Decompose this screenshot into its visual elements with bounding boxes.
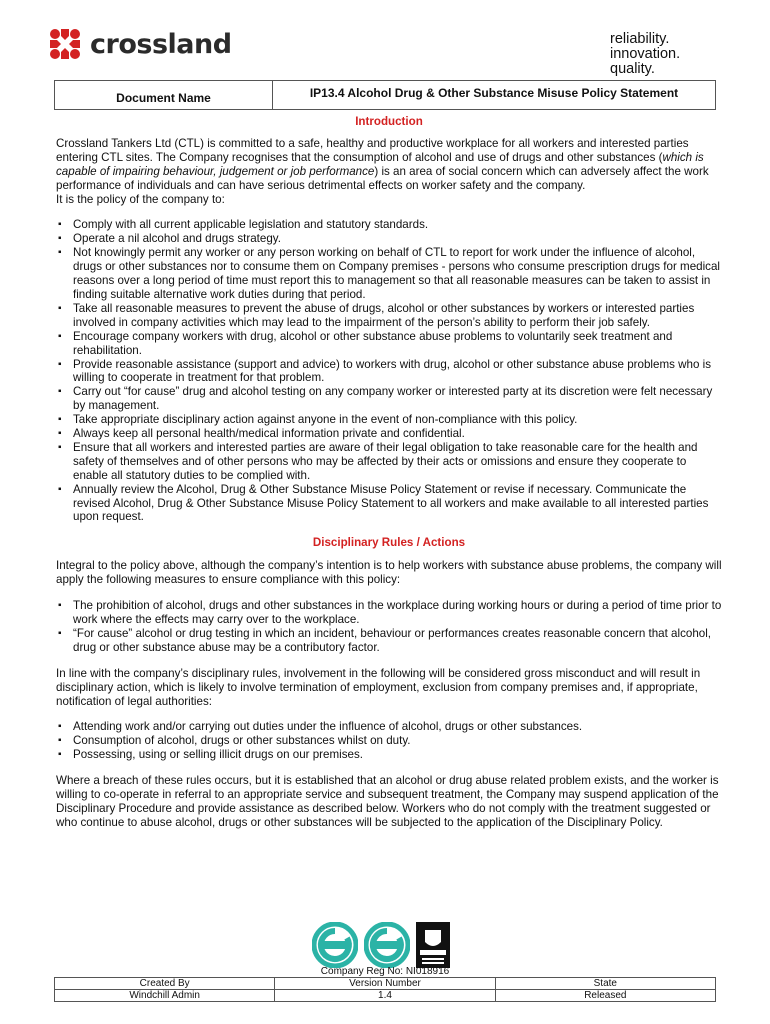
intro-heading: Introduction (355, 115, 423, 128)
misconduct-list (56, 720, 722, 762)
document-name-table (54, 80, 716, 110)
list-item: ▪ “For cause” alcohol or drug testing in which an incident, behaviour or performances creates reasonable concern that alcohol, drug or other substance abuse may be a contributory factor. (56, 627, 722, 655)
intro-paragraph (56, 137, 722, 193)
footer-label: Version Number (275, 978, 495, 990)
list-item: ▪ Attending work and/or carrying out duties under the influence of alcohol, drugs or other substances. (56, 720, 722, 734)
bm-trada-cert-icon (364, 922, 410, 968)
list-item: ▪ Take all reasonable measures to prevent the abuse of drugs, alcohol or other substances by workers or interested parties involved in company activities which may lead to the impairment of the person’s ability to perform their job safely. (56, 302, 722, 330)
list-item: ▪ Comply with all current applicable legislation and statutory standards. (56, 218, 722, 232)
footer-value: Released (495, 990, 715, 1002)
disciplinary-paragraph: In line with the company’s disciplinary rules, involvement in the following will be considered gross misconduct and will result in disciplinary action, which is likely to involve termination of employment, exclusion from company premises and, if appropriate, notification of legal authorities: (56, 666, 701, 708)
list-item: ▪ Encourage company workers with drug, alcohol or other substance abuse problems to voluntarily seek treatment and rehabilitation. (56, 330, 722, 358)
list-item: ▪ The prohibition of alcohol, drugs and other substances in the workplace during working hours or during a period of time prior to work where the effects may carry over to the workplace. (56, 599, 722, 627)
footer-label: State (495, 978, 715, 990)
list-item: ▪ Consumption of alcohol, drugs or other substances whilst on duty. (56, 734, 722, 748)
tagline (610, 32, 680, 77)
footer-value: 1.4 (275, 990, 495, 1002)
policy-intro: It is the policy of the company to: (56, 192, 225, 206)
list-item: ▪ Annually review the Alcohol, Drug & Other Substance Misuse Policy Statement or revise if necessary. Communicate the revised Alcohol, Drug & Other Substance Misuse Policy Statement to all workers and make available to all interested parties upon request. (56, 483, 722, 525)
company-reg-number: Company Reg No: NI018916 (320, 966, 450, 977)
footer-value: Windchill Admin (55, 990, 275, 1002)
intro-text: ) is an area of social concern which can adversely affect the work performance of individuals and can have serious detrimental effects on worker safety and the company. (56, 164, 709, 192)
ukas-cert-icon (416, 922, 450, 968)
policy-list (56, 218, 722, 524)
list-item: ▪ Ensure that all workers and interested parties are aware of their legal obligation to take reasonable care for the health and safety of themselves and of other persons who may be affected by their acts or omissions and ensure they cooperate to enable all statutory duties to be complied with. (56, 441, 722, 483)
disciplinary-paragraph: Integral to the policy above, although the company’s intention is to help workers with substance abuse problems, the company will apply the following measures to ensure compliance with this policy: (56, 559, 722, 587)
tagline-line: quality. (610, 61, 655, 77)
crossland-cross-icon (48, 27, 82, 61)
list-item: ▪ Take appropriate disciplinary action against anyone in the event of non-compliance with this policy. (56, 413, 722, 427)
list-item: ▪ Provide reasonable assistance (support and advice) to workers with drug, alcohol or other substance abuse problems who is willing to cooperate in treatment for that problem. (56, 358, 722, 386)
list-item: ▪ Possessing, using or selling illicit drugs on our premises. (56, 748, 722, 762)
certification-logos (312, 922, 450, 968)
measures-list (56, 599, 722, 655)
list-item: ▪ Always keep all personal health/medical information private and confidential. (56, 427, 722, 441)
tagline-line: reliability. (610, 31, 670, 47)
bm-trada-cert-icon (312, 922, 358, 968)
document-name-value: IP13.4 Alcohol Drug & Other Substance Misuse Policy Statement (273, 81, 716, 110)
intro-text: Crossland Tankers Ltd (CTL) is committed to a safe, healthy and productive workplace for all workers and interested parties entering CTL sites. The Company recognises that the consumption of alcohol and use of drugs and other substances ( (56, 136, 689, 164)
disciplinary-heading: Disciplinary Rules / Actions (312, 536, 466, 550)
list-item: ▪ Operate a nil alcohol and drugs strategy. (56, 232, 722, 246)
tagline-line: innovation. (610, 46, 681, 62)
crossland-logo (48, 26, 232, 62)
intro-italic-text: which is capable of impairing behaviour, judgement or job performance (56, 150, 704, 178)
disciplinary-paragraph: Where a breach of these rules occurs, but it is established that an alcohol or drug abuse related problem exists, and the worker is willing to co-operate in referral to an appropriate service and subsequent treatment, the Company may suspend application of the Disciplinary Procedure and provide assistance as described below. Workers who do not comply with the treatment suggested or who continue to abuse alcohol, drugs or other substances will be subjected to the application of the Disciplinary Policy. (56, 774, 719, 829)
footer-label: Created By (55, 978, 275, 990)
document-name-label: Document Name (55, 81, 273, 110)
logo-wordmark: crossland (90, 28, 232, 60)
document-body (56, 115, 722, 830)
list-item: ▪ Not knowingly permit any worker or any person working on behalf of CTL to report for work under the influence of alcohol, drugs or other substances nor to consume them on Company premises - persons who consume prescription drugs for medical reasons over a long period of time must report this to management so that all reasonable measures can be taken to assist in finding suitable alternative work duties during that period. (56, 246, 722, 302)
list-item: ▪ Carry out “for cause” drug and alcohol testing on any company worker or interested party at its discretion were felt necessary by management. (56, 385, 722, 413)
footer-table (54, 977, 716, 1002)
